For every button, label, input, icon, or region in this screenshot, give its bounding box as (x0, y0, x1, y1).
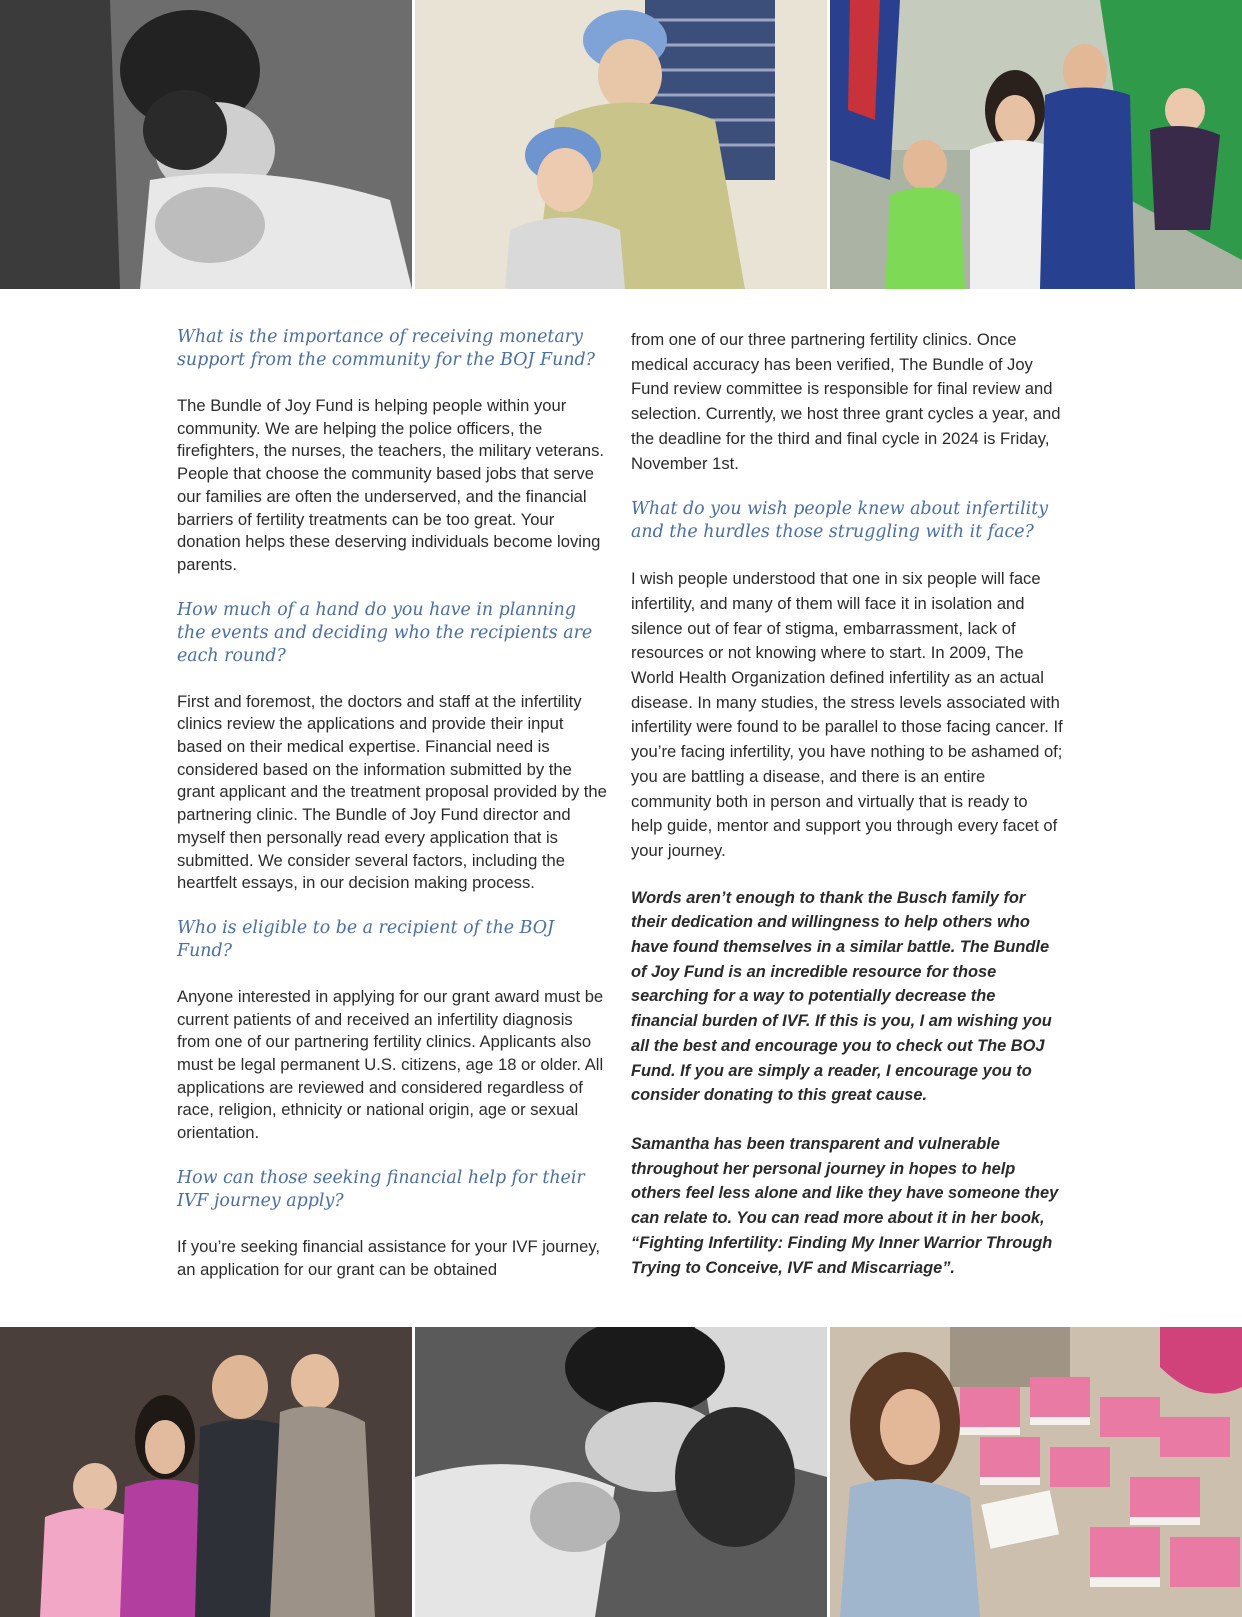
book-signing-photo (830, 1327, 1242, 1617)
answer-paragraph: The Bundle of Joy Fund is helping people within your community. We are helping the police officers, the firefighters, the nurses, the teachers, the military veterans. People that choose the community based jobs that serve our families are often the underserved, and the financial barriers of fertility treatments can be too great. Your donation helps these deserving individuals become loving parents. (177, 396, 605, 574)
question-heading: What is the importance of receiving monetary support from the community for the BOJ Fund? (177, 327, 595, 370)
top-photo-strip (0, 0, 1242, 289)
answer-paragraph: I wish people understood that one in six people will face infertility, and many of them will face it in isolation and silence out of fear of stigma, embarrassment, lack of resources or not knowing where to start. In 2009, The World Health Organization defined infertility as an actual disease. In many studies, the stress levels associated with infertility were found to be parallel to those facing cancer. If you’re facing infertility, you have nothing to be ashamed of; you are battling a disease, and there is an entire community both in person and virtually that is ready to help guide, mentor and support you through every facet of your journey. (631, 569, 1063, 860)
right-text-column (631, 328, 1063, 1304)
bottom-photo-strip (0, 1327, 1242, 1617)
hospital-birth-bw-photo (0, 0, 412, 289)
left-text-column (177, 326, 607, 1303)
question-heading: How much of a hand do you have in planning the events and deciding who the recipients are each round? (177, 599, 593, 666)
racetrack-family-photo (830, 0, 1242, 289)
answer-paragraph: First and foremost, the doctors and staff at the infertility clinics review the applications and provide their input based on their medical expertise. Financial need is considered based on the information submitted by the grant applicant and the treatment proposal provided by the partnering clinic. The Bundle of Joy Fund director and myself then personally read every application that is submitted. We consider several factors, including the heartfelt essays, in our decision making process. (177, 691, 607, 893)
author-book-note: Samantha has been transparent and vulnerable throughout her personal journey in hopes to help others feel less alone and like they have someone they can relate to. You can read more about it in her book, “Fighting Infertility: Finding My Inner Warrior Through Trying to Conceive, IVF and Miscarriage”. (631, 1134, 1059, 1277)
family-portrait-photo (0, 1327, 412, 1617)
hospital-scrubs-couple-photo (415, 0, 827, 289)
closing-note: Words aren’t enough to thank the Busch family for their dedication and willingness to help others who have found themselves in a similar battle. The Bundle of Joy Fund is an incredible resource for those searching for a way to potentially decrease the financial burden of IVF. If this is you, I am wishing you all the best and encourage you to check out The BOJ Fund. If you are simply a reader, I encourage you to consider donating to this great cause. (631, 888, 1052, 1105)
newborn-kiss-bw-photo (415, 1327, 827, 1617)
question-heading: What do you wish people knew about infertility and the hurdles those struggling with it face? (631, 499, 1049, 543)
question-heading: Who is eligible to be a recipient of the BOJ Fund? (177, 917, 554, 961)
answer-paragraph: If you’re seeking financial assistance for your IVF journey, an application for our grant can be obtained (177, 1236, 601, 1279)
answer-paragraph: Anyone interested in applying for our grant award must be current patients of and received an infertility diagnosis from one of our partnering fertility clinics. Applicants also must be legal permanent U.S. citizens, age 18 or older. All applications are reviewed and considered regardless of race, religion, ethnicity or national origin, age or sexual orientation. (177, 986, 604, 1143)
answer-paragraph: from one of our three partnering fertility clinics. Once medical accuracy has been verified, The Bundle of Joy Fund review committee is responsible for final review and selection. Currently, we host three grant cycles a year, and the deadline for the third and final cycle in 2024 is Friday, November 1st. (631, 330, 1061, 473)
question-heading: How can those seeking financial help for their IVF journey apply? (177, 1167, 585, 1211)
